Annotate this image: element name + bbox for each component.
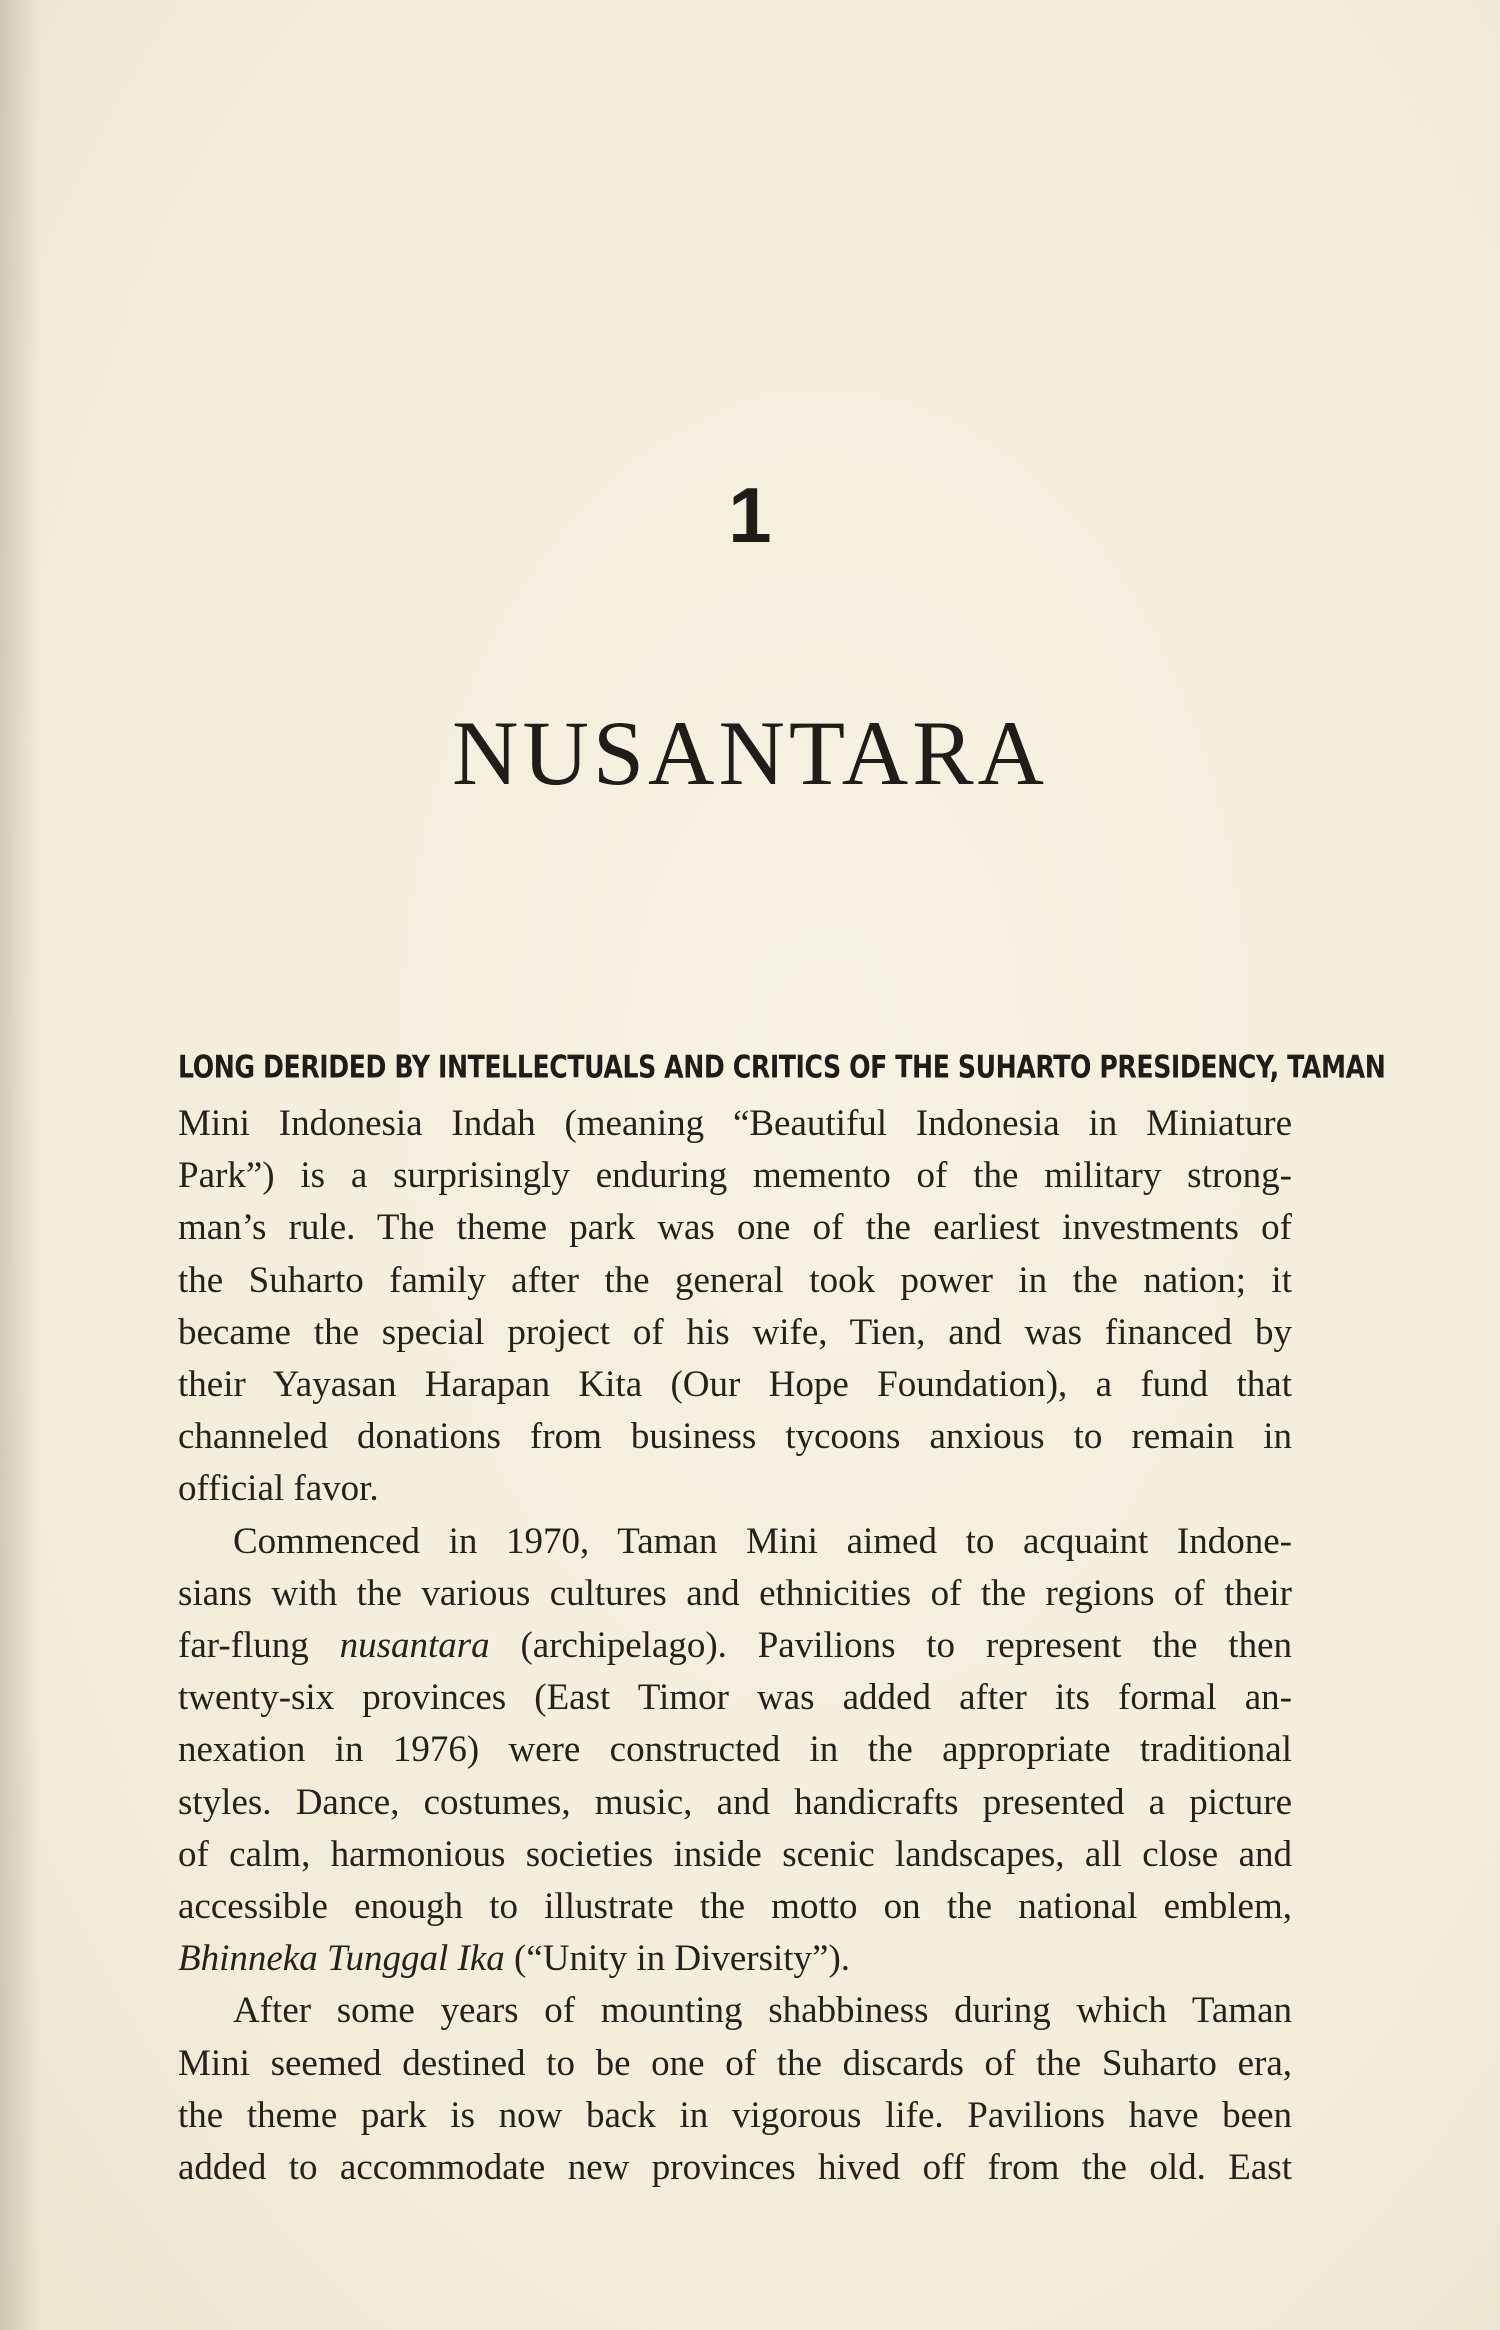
text-line: Park”) is a surprisingly enduring memento of the military strong-	[178, 1155, 1292, 1197]
text-line: nexation in 1976) were constructed in the appropriate traditional	[178, 1729, 1292, 1771]
text-line: channeled donations from business tycoons anxious to remain in	[178, 1416, 1292, 1458]
text-segment: (archipelago). Pavilions to represent the then	[489, 1625, 1292, 1667]
text-line: their Yayasan Harapan Kita (Our Hope Foundation), a fund that	[178, 1364, 1292, 1406]
spine-shadow	[0, 0, 40, 2330]
paragraph-2	[178, 1516, 1292, 1986]
text-line: official favor.	[178, 1468, 379, 1510]
lead-in-small-caps: LONG DERIDED BY INTELLECTUALS AND CRITICS OF THE SUHARTO PRESIDENCY, TAMAN	[178, 1049, 1386, 1086]
text-line: added to accommodate new provinces hived off from the old. East	[178, 2147, 1292, 2189]
chapter-title: NUSANTARA	[452, 702, 1048, 804]
text-line: the Suharto family after the general took power in the nation; it	[178, 1259, 1292, 1301]
text-line: man’s rule. The theme park was one of the earliest investments of	[178, 1207, 1292, 1249]
text-segment: far-flung	[178, 1625, 340, 1667]
text-line: styles. Dance, costumes, music, and handicrafts presented a picture	[178, 1781, 1292, 1823]
chapter-body	[178, 1098, 1292, 2194]
text-line: Mini seemed destined to be one of the discards of the Suharto era,	[178, 2042, 1292, 2084]
text-line: became the special project of his wife, Tien, and was financed by	[178, 1311, 1292, 1353]
text-line: Commenced in 1970, Taman Mini aimed to acquaint Indone-	[233, 1520, 1292, 1562]
text-line: twenty-six provinces (East Timor was added after its formal an-	[178, 1677, 1292, 1719]
text-line	[178, 1933, 1292, 1985]
text-line	[178, 1620, 1292, 1672]
paragraph-1	[178, 1098, 1292, 1516]
text-line: of calm, harmonious societies inside scenic landscapes, all close and	[178, 1833, 1292, 1875]
text-line: the theme park is now back in vigorous life. Pavilions have been	[178, 2094, 1292, 2136]
italic-motto: Bhinneka Tunggal Ika	[178, 1938, 505, 1980]
chapter-number: 1	[728, 471, 772, 559]
italic-term-nusantara: nusantara	[339, 1625, 490, 1667]
paragraph-3	[178, 1985, 1292, 2194]
text-segment: (“Unity in Diversity”).	[504, 1938, 851, 1980]
text-line: After some years of mounting shabbiness during which Taman	[233, 1990, 1292, 2032]
text-line: Mini Indonesia Indah (meaning “Beautiful Indonesia in Miniature	[178, 1103, 1292, 1144]
text-line: accessible enough to illustrate the motto on the national emblem,	[178, 1886, 1292, 1928]
text-line: sians with the various cultures and ethnicities of the regions of their	[178, 1572, 1292, 1614]
